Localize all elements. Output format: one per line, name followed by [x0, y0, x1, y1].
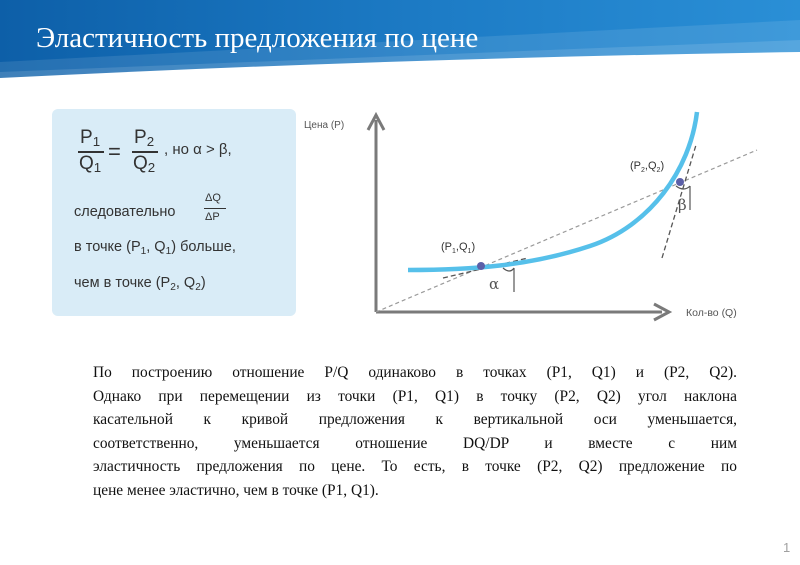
point2-label: $(P_2,Q_2)$ — [630, 160, 665, 174]
text-line: цене менее эластично, чем в точке (P1, Q1). — [93, 481, 379, 499]
beta-label: β — [678, 196, 687, 214]
origin-ray — [376, 150, 757, 312]
alpha-angle-arc — [503, 268, 514, 271]
text-line: По построению отношение P/Q одинаково в точках (P1, Q1) и (P2, Q2). — [93, 364, 737, 381]
supply-diagram — [300, 105, 770, 325]
slide-title: Эластичность предложения по цене — [36, 22, 479, 54]
formula-equals: = — [108, 139, 121, 164]
text-line: соответственно, уменьшается отношение DQ/DP и вместе с ним — [93, 434, 737, 452]
fraction-bar-3 — [204, 208, 226, 209]
point-p1q1 — [477, 262, 485, 270]
formula-q2: $Q_2$ — [133, 153, 156, 175]
text-line: Однако при перемещении из точки (P1, Q1) в точку (P2, Q2) угол наклона — [93, 387, 737, 405]
x-axis-label: Кол-во (Q) — [686, 307, 737, 319]
y-axis-label: Цена (Р) — [304, 120, 345, 131]
alpha-label: α — [489, 275, 500, 293]
formula-line-4: чем в точке ($P_2$, $Q_2$) — [74, 275, 206, 293]
formula-condition: , но α > β, — [164, 141, 232, 158]
formula-dq: ΔQ — [205, 192, 221, 204]
formula-p1: $P_1$ — [80, 127, 101, 149]
page-number: 1 — [783, 540, 791, 555]
formula-panel — [52, 109, 296, 316]
formula-p2: $P_2$ — [134, 127, 155, 149]
point1-label: $(P_1,Q_1)$ — [441, 241, 476, 255]
text-line: касательной к кривой предложения к вертикальной оси уменьшается, — [93, 411, 737, 429]
explanation-text — [93, 361, 737, 503]
slide-header — [0, 0, 800, 78]
formula-consequently: следовательно — [74, 204, 176, 220]
point-p2q2 — [676, 178, 684, 186]
formula-dp: ΔP — [205, 211, 220, 223]
text-line: эластичность предложения по цене. То есть, в точке (P2, Q2) предложение по — [93, 458, 737, 476]
formula-line-3: в точке ($P_1$, $Q_1$) больше, — [74, 239, 236, 257]
formula-q1: $Q_1$ — [79, 153, 102, 175]
